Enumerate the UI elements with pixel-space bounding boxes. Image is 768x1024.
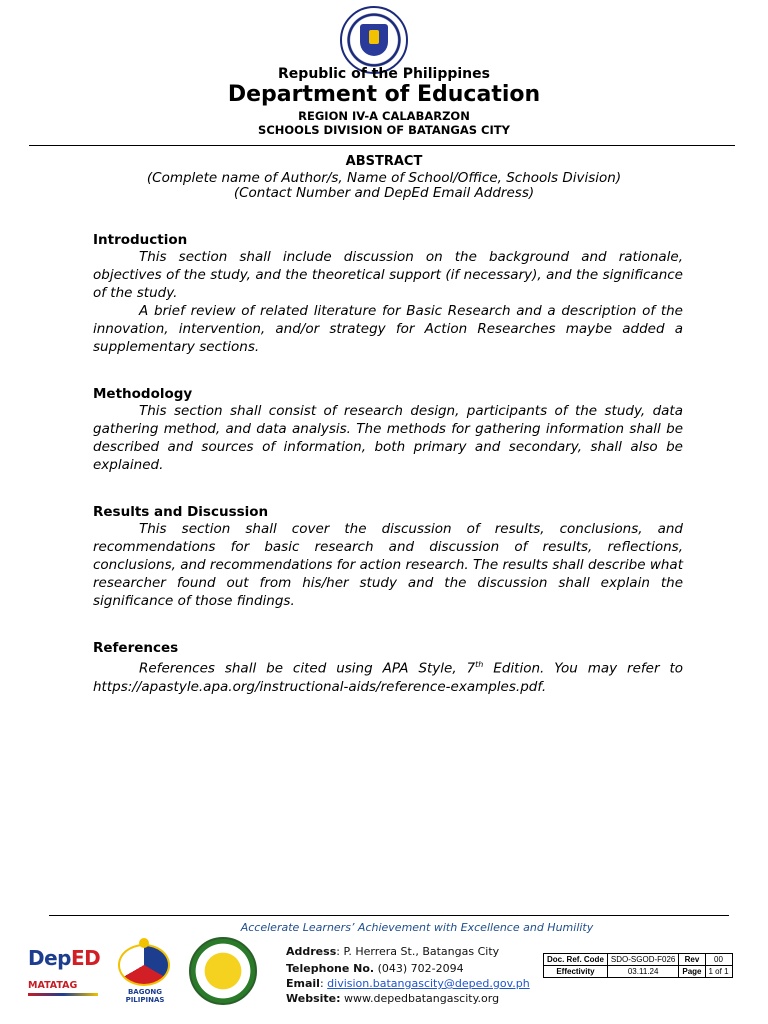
- deped-wordmark: DepED: [28, 946, 101, 970]
- section-paragraph: This section shall cover the discussion of results, conclusions, and recommendations for basic research and discussion of results, reflections, conclusions, and recommendations for action research. The results shall describe what researcher found out from his/her study and the discussion shall explain the significance of those findings.: [93, 521, 683, 609]
- footer-address: Address: P. Herrera St., Batangas City: [286, 945, 500, 958]
- section-heading: References: [93, 640, 179, 656]
- section-introduction: [93, 232, 683, 356]
- rev-value: 00: [705, 954, 732, 966]
- deped-seal-logo: [340, 6, 408, 74]
- division-heading: SCHOOLS DIVISION OF BATANGAS CITY: [258, 123, 510, 137]
- email-link[interactable]: division.batangascity@deped.gov.ph: [327, 977, 530, 990]
- section-results-discussion: [93, 504, 683, 610]
- footer-email: Email: division.batangascity@deped.gov.ph: [286, 977, 530, 990]
- department-heading: Department of Education: [227, 82, 541, 107]
- matatag-underline: [28, 993, 98, 996]
- bagong-pilipinas-emblem: [118, 944, 170, 986]
- effectivity-value: 03.11.24: [607, 966, 678, 978]
- section-heading: Methodology: [93, 386, 193, 402]
- contact-placeholder: (Contact Number and DepEd Email Address): [233, 185, 535, 201]
- region-heading: REGION IV-A CALABARZON: [298, 109, 470, 123]
- bagong-pilipinas-logo: [108, 936, 182, 1002]
- section-paragraph: This section shall include discussion on the background and rationale, objectives of the study, and the theoretical support (if necessary), and the significance of the study.: [93, 249, 683, 301]
- section-methodology: [93, 386, 683, 474]
- doc-ref-code-label: Doc. Ref. Code: [544, 954, 608, 966]
- section-paragraph: A brief review of related literature for Basic Research and a description of the innovation, intervention, and/or strategy for Action Researches maybe added a supplementary sections.: [93, 303, 683, 355]
- header-divider: [29, 145, 735, 146]
- doc-ref-code-value: SDO-SGOD-F026: [607, 954, 678, 966]
- sun-icon: [139, 938, 149, 948]
- footer-motto: Accelerate Learners’ Achievement with Excellence and Humility: [240, 921, 594, 934]
- abstract-title: ABSTRACT: [345, 154, 423, 169]
- page-value: 1 of 1: [705, 966, 732, 978]
- section-paragraph: This section shall consist of research design, participants of the study, data gathering method, and data analysis. The methods for gathering information shall be described and sources of information, both primary and secondary, shall also be explained.: [93, 403, 683, 473]
- rev-label: Rev: [679, 954, 705, 966]
- footer-telephone: Telephone No. (043) 702-2094: [286, 962, 464, 975]
- footer-divider: [49, 915, 729, 916]
- matatag-wordmark: MATATAG: [28, 980, 78, 991]
- effectivity-label: Effectivity: [544, 966, 608, 978]
- page-label: Page: [679, 966, 705, 978]
- section-paragraph: References shall be cited using APA Style, 7th Edition. You may refer to https://apastyle.apa.org/instructional-aids/reference-examples.pdf.: [93, 660, 683, 695]
- bagong-pilipinas-label: BAGONG PILIPINAS: [125, 988, 165, 1004]
- republic-heading: Republic of the Philippines: [278, 66, 490, 82]
- section-heading: Introduction: [93, 232, 188, 248]
- footer-website: Website: www.depedbatangascity.org: [286, 992, 500, 1005]
- sdo-batangas-seal-logo: [189, 937, 257, 1005]
- section-heading: Results and Discussion: [93, 504, 269, 520]
- section-references: [93, 640, 683, 696]
- doc-ref-table: [543, 953, 733, 978]
- author-placeholder: (Complete name of Author/s, Name of School/Office, Schools Division): [146, 170, 622, 186]
- deped-matatag-logo: [28, 940, 101, 1000]
